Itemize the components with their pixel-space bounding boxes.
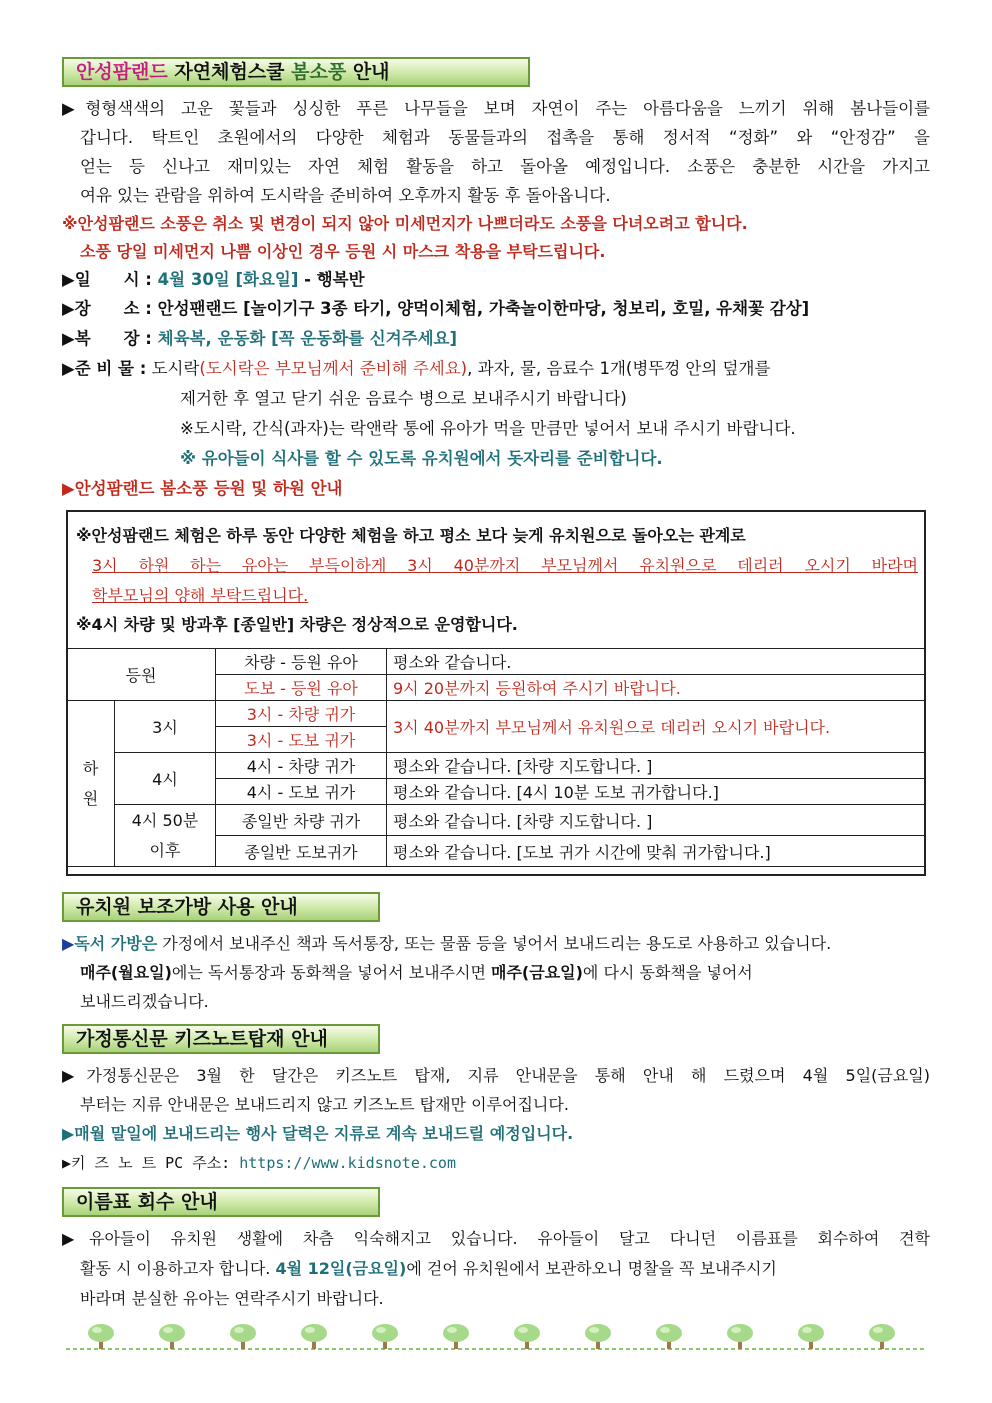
note-cell: 평소와 같습니다.	[387, 649, 926, 675]
tree-border-decoration	[66, 1322, 926, 1352]
section-title-bag: 유치원 보조가방 사용 안내	[62, 892, 380, 922]
type-cell: 3시 - 도보 귀가	[216, 727, 387, 753]
table-row	[67, 753, 926, 779]
group-cell-after-450	[115, 805, 216, 867]
section-title-nametag: 이름표 회수 안내	[62, 1187, 380, 1217]
nametag-line-3: 바라며 분실한 유아는 연락주시기 바랍니다.	[80, 1289, 384, 1308]
box-line-3: 학부모님의 양해 부탁드립니다.	[92, 586, 309, 605]
bag-friday: 매주(금요일)	[491, 963, 583, 982]
type-cell: 도보 - 등원 유아	[216, 675, 387, 701]
note-cell: 평소와 같습니다. [차량 지도합니다. ]	[387, 753, 926, 779]
tree-icon	[656, 1324, 682, 1349]
tree-icon	[301, 1324, 327, 1349]
dress-label: ▶복 장 :	[62, 329, 152, 348]
nametag-date: 4월 12일(금요일)	[275, 1259, 407, 1278]
departure-char-2: 원	[82, 788, 99, 808]
prep-line-4: ※ 유아들이 식사를 할 수 있도록 유치원에서 돗자리를 준비합니다.	[180, 449, 663, 468]
schedule-table	[66, 648, 926, 867]
departure-char-1: 하	[82, 758, 99, 778]
note-cell: 9시 20분까지 등원하여 주시기 바랍니다.	[387, 675, 926, 701]
tree-icon	[727, 1324, 753, 1349]
table-row	[67, 701, 926, 727]
type-cell: 4시 - 차량 귀가	[216, 753, 387, 779]
tree-icon	[88, 1324, 114, 1349]
departure-cell	[67, 701, 115, 867]
bag-rest: 가정에서 보내주신 책과 독서통장, 또는 물품 등을 넣어서 보내드리는 용도로 사용하고 있습니다.	[157, 934, 832, 953]
notice-line-2: 소풍 당일 미세먼지 나쁨 이상인 경우 등원 시 마스크 착용을 부탁드립니다.	[80, 242, 606, 261]
tree-icon	[159, 1324, 185, 1349]
tree-icon	[514, 1324, 540, 1349]
type-cell: 3시 - 차량 귀가	[216, 701, 387, 727]
title-part-place: 안성팜랜드	[76, 61, 168, 83]
title-part-notice: 안내	[346, 61, 390, 83]
table-row	[67, 805, 926, 836]
tree-icon	[372, 1324, 398, 1349]
section-title-spring-picnic	[62, 57, 530, 87]
nametag-c: 에 걷어 유치원에서 보관하오니 명찰을 꼭 보내주시기	[406, 1259, 777, 1278]
arrival-cell: 등원	[67, 649, 216, 701]
bag-line-2	[80, 963, 753, 983]
nametag-line-2	[80, 1259, 777, 1279]
section-title-kidsnote: 가정통신문 키즈노트탑재 안내	[62, 1024, 380, 1054]
tree-icon	[585, 1324, 611, 1349]
group-cell: 3시	[115, 701, 216, 753]
dress-row	[62, 329, 457, 349]
nametag-a: 활동 시 이용하고자 합니다.	[80, 1259, 276, 1278]
table-row	[67, 649, 926, 675]
title-part-school: 자연체험스쿨	[167, 61, 292, 83]
dress-value: 체육복, 운동화 [꼭 운동화를 신겨주세요]	[157, 329, 458, 348]
bag-end: 에 다시 동화책을 넣어서	[582, 963, 753, 982]
kidsnote-line-1: ▶가정통신문은 3월 한 달간은 키즈노트 탑재, 지류 안내문을 통해 안내 해 드렸으며 4월 5일(금요일)	[62, 1066, 930, 1085]
note-cell: 평소와 같습니다. [차량 지도합니다. ]	[387, 805, 926, 836]
date-class: - 행복반	[298, 270, 365, 289]
bag-mid: 에는 독서통장과 동화책을 넣어서 보내주시면	[171, 963, 492, 982]
kidsnote-line-4	[62, 1153, 456, 1173]
prep-part1: 도시락	[151, 359, 200, 378]
prep-label: ▶준 비 물 :	[62, 359, 147, 378]
bag-line-3: 보내드리겠습니다.	[80, 992, 209, 1011]
bag-arrow: ▶	[62, 934, 75, 953]
date-row	[62, 270, 365, 290]
tree-icon	[798, 1324, 824, 1349]
box-line-2: 3시 하원 하는 유아는 부득이하게 3시 40분까지 부모님께서 유치원으로 데리러 오시기 바라며	[92, 556, 918, 575]
type-cell: 4시 - 도보 귀가	[216, 779, 387, 805]
intro-line-4: 여유 있는 관람을 위하여 도시락을 준비하여 오후까지 활동 후 돌아옵니다.	[80, 186, 611, 205]
bag-bold: 독서 가방은	[74, 934, 158, 953]
prep-line-2: 제거한 후 열고 닫기 쉬운 음료수 병으로 보내주시기 바랍니다)	[180, 389, 627, 408]
date-value: 4월 30일 [화요일]	[157, 270, 299, 289]
tree-icon	[443, 1324, 469, 1349]
tree-icon	[230, 1324, 256, 1349]
type-cell: 종일반 차량 귀가	[216, 805, 387, 836]
prep-line-3: ※도시락, 간식(과자)는 락앤락 통에 유아가 먹을 만큼만 넣어서 보내 주시기 바랍니다.	[180, 419, 796, 438]
notice-line-1: ※안성팜랜드 소풍은 취소 및 변경이 되지 않아 미세먼지가 나쁘더라도 소풍을 다녀오려고 합니다.	[62, 214, 748, 233]
bag-line-1	[62, 934, 831, 954]
group-label-line-2: 이후	[149, 840, 181, 860]
attend-heading: ▶안성팜랜드 봄소풍 등원 및 하원 안내	[62, 479, 343, 498]
place-label: ▶장 소 :	[62, 299, 152, 318]
type-cell: 종일반 도보귀가	[216, 836, 387, 867]
intro-line-1: ▶형형색색의 고운 꽃들과 싱싱한 푸른 나무들을 보며 자연이 주는 아름다움을 느끼기 위해 봄나들이를	[62, 99, 930, 118]
group-label-line-1: 4시 50분	[131, 810, 199, 830]
place-row	[62, 299, 809, 319]
nametag-line-1: ▶유아들이 유치원 생활에 차츰 익숙해지고 있습니다. 유아들이 달고 다니던 이름표를 회수하여 견학	[62, 1229, 930, 1248]
note-cell: 평소와 같습니다. [4시 10분 도보 귀가합니다.]	[387, 779, 926, 805]
place-value: 안성팬랜드 [놀이기구 3종 타기, 양먹이체험, 가축놀이한마당, 청보리, 호밀, 유채꽃 감상]	[157, 299, 810, 318]
title-part-picnic: 봄소풍	[291, 61, 347, 83]
group-cell: 4시	[115, 753, 216, 805]
prep-part3: , 과자, 물, 음료수 1개(병뚜껑 안의 덮개를	[467, 359, 771, 378]
date-label: ▶일 시 :	[62, 270, 152, 289]
tree-icon	[869, 1324, 895, 1349]
bag-monday: 매주(월요일)	[80, 963, 172, 982]
intro-line-2: 갑니다. 탁트인 초원에서의 다양한 체험과 동물들과의 접촉을 통해 정서적 “정화” 와 “안정감” 을	[80, 128, 930, 147]
kidsnote-line-2: 부터는 지류 안내문은 보내드리지 않고 키즈노트 탑재만 이루어집니다.	[80, 1095, 569, 1114]
box-line-1: ※안성팜랜드 체험은 하루 동안 다양한 체험을 하고 평소 보다 늦게 유치원으로 돌아오는 관계로	[76, 526, 746, 545]
prep-part2: (도시락은 부모님께서 준비해 주세요)	[199, 359, 468, 378]
prep-row	[62, 359, 770, 379]
intro-line-3: 얻는 등 신나고 재미있는 자연 체험 활동을 하고 돌아올 예정입니다. 소풍은 충분한 시간을 가지고	[80, 157, 930, 176]
note-cell: 3시 40분까지 부모님께서 유치원으로 데리러 오시기 바랍니다.	[387, 701, 926, 753]
box-line-4: ※4시 차량 및 방과후 [종일반] 차량은 정상적으로 운영합니다.	[76, 615, 518, 634]
kidsnote-url-label: ▶키 즈 노 트 PC 주소:	[62, 1154, 240, 1172]
kidsnote-line-3: ▶매월 말일에 보내드리는 행사 달력은 지류로 계속 보내드릴 예정입니다.	[62, 1124, 574, 1143]
type-cell: 차량 - 등원 유아	[216, 649, 387, 675]
note-cell: 평소와 같습니다. [도보 귀가 시간에 맞춰 귀가합니다.]	[387, 836, 926, 867]
kidsnote-url-link[interactable]: https://www.kidsnote.com	[239, 1154, 456, 1172]
